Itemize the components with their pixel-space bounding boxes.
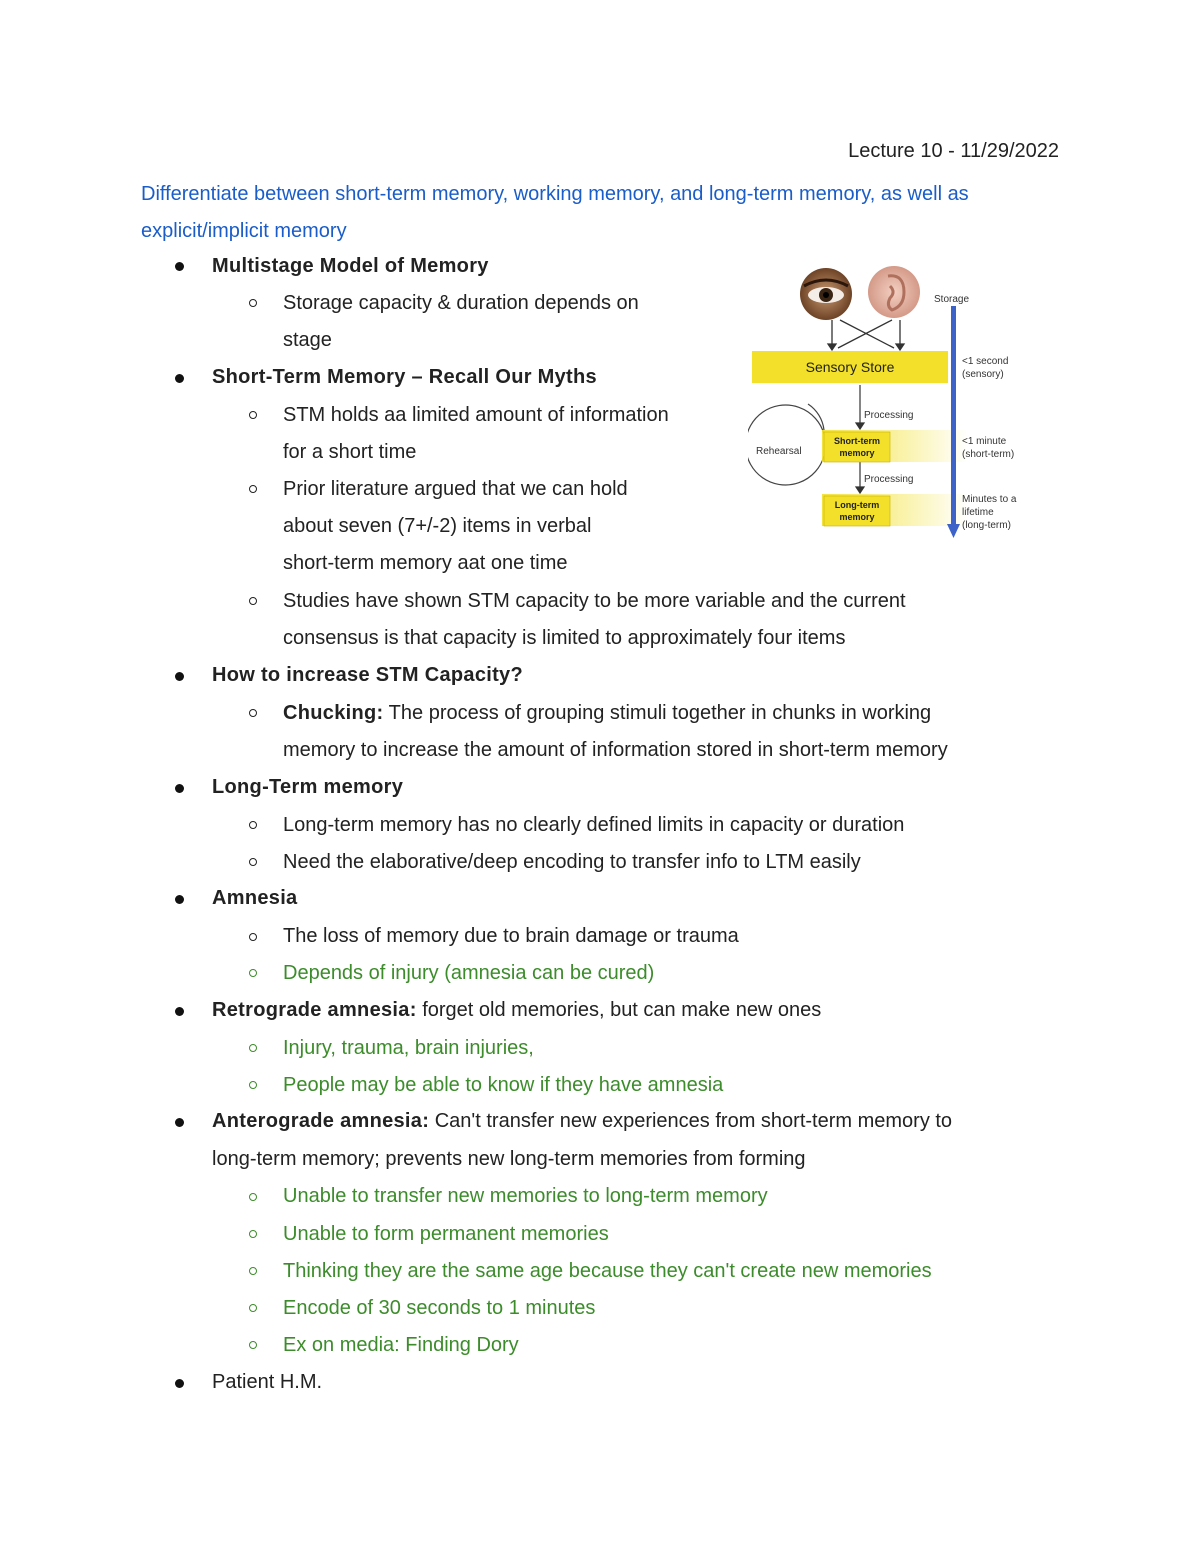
heading-increase-stm: How to increase STM Capacity?	[212, 664, 523, 686]
sub-bullet-icon	[249, 933, 257, 941]
bullet-icon	[175, 374, 184, 383]
storage-label: Storage	[934, 294, 970, 305]
note-line-green: Unable to transfer new memories to long-term memory	[283, 1185, 768, 1207]
sub-bullet-icon	[249, 1230, 257, 1238]
duration-ltm: (long-term)	[962, 520, 1011, 531]
sub-bullet-icon	[249, 485, 257, 493]
rehearsal-label: Rehearsal	[756, 446, 802, 457]
note-line-green: Injury, trauma, brain injuries,	[283, 1037, 534, 1059]
sensory-store-label: Sensory Store	[805, 359, 895, 375]
sub-bullet-icon	[249, 1304, 257, 1312]
duration-ltm: Minutes to a	[962, 494, 1017, 505]
note-line: stage	[283, 329, 332, 351]
storage-arrowhead	[947, 524, 960, 538]
sub-bullet-icon	[249, 709, 257, 717]
bullet-icon	[175, 672, 184, 681]
processing-label: Processing	[864, 410, 914, 421]
note-line-green: People may be able to know if they have amnesia	[283, 1074, 724, 1096]
sub-bullet-icon	[249, 969, 257, 977]
sub-bullet-icon	[249, 1193, 257, 1201]
sub-bullet-icon	[249, 1081, 257, 1089]
heading-ltm: Long-Term memory	[212, 776, 404, 798]
bullet-icon	[175, 1118, 184, 1127]
duration-stm: <1 minute	[962, 436, 1007, 447]
note-line: The loss of memory due to brain damage or trauma	[283, 925, 739, 947]
stm-label-1: Short-term	[833, 436, 881, 446]
note-line: short-term memory aat one time	[283, 552, 568, 574]
duration-sensory: (sensory)	[962, 369, 1004, 380]
lecture-title: Lecture 10 - 11/29/2022	[848, 140, 1059, 162]
note-line-green: Unable to form permanent memories	[283, 1223, 609, 1245]
ltm-label-1: Long-term	[834, 500, 880, 510]
note-line-green: Encode of 30 seconds to 1 minutes	[283, 1297, 596, 1319]
sub-bullet-icon	[249, 1267, 257, 1275]
note-line: Storage capacity & duration depends on	[283, 292, 639, 314]
sub-bullet-icon	[249, 597, 257, 605]
note-line-green: Ex on media: Finding Dory	[283, 1334, 519, 1356]
note-line: Need the elaborative/deep encoding to transfer info to LTM easily	[283, 851, 861, 873]
learning-objective: Differentiate between short-term memory, working memory, and long-term memory, as well as explicit/implicit memory	[141, 183, 969, 242]
rehearsal-loop-top	[808, 404, 824, 430]
note-line: about seven (7+/-2) items in verbal	[283, 515, 592, 537]
sub-bullet-icon	[249, 299, 257, 307]
duration-ltm: lifetime	[962, 507, 994, 518]
bullet-icon	[175, 895, 184, 904]
rehearsal-loop	[748, 405, 824, 485]
processing-label: Processing	[864, 474, 914, 485]
bullet-icon	[175, 784, 184, 793]
heading-stm: Short-Term Memory – Recall Our Myths	[212, 366, 597, 388]
ltm-label-2: memory	[839, 512, 875, 522]
note-line: Chucking: The process of grouping stimuli together in chunks in working	[283, 702, 932, 724]
note-line: long-term memory; prevents new long-term memories from forming	[212, 1148, 806, 1170]
note-line: memory to increase the amount of information stored in short-term memory	[283, 739, 948, 761]
note-line: for a short time	[283, 441, 417, 463]
sub-bullet-icon	[249, 1044, 257, 1052]
heading-multistage: Multistage Model of Memory	[212, 255, 489, 277]
storage-arrow	[951, 306, 956, 526]
note-line: Prior literature argued that we can hold	[283, 478, 628, 500]
sub-bullet-icon	[249, 411, 257, 419]
heading-amnesia: Amnesia	[212, 887, 298, 909]
input-arrows	[828, 320, 904, 350]
note-line: Patient H.M.	[212, 1371, 323, 1393]
duration-sensory: <1 second	[962, 356, 1009, 367]
stm-label-2: memory	[839, 448, 875, 458]
note-line: STM holds aa limited amount of information	[283, 404, 669, 426]
memory-model-diagram	[748, 258, 1048, 548]
note-line: Studies have shown STM capacity to be more variable and the current	[283, 590, 906, 612]
sub-bullet-icon	[249, 821, 257, 829]
note-line: consensus is that capacity is limited to approximately four items	[283, 627, 846, 649]
bullet-icon	[175, 1007, 184, 1016]
sub-bullet-icon	[249, 1341, 257, 1349]
duration-stm: (short-term)	[962, 449, 1015, 460]
bullet-icon	[175, 262, 184, 271]
note-line: Long-term memory has no clearly defined limits in capacity or duration	[283, 814, 905, 836]
heading-anterograde: Anterograde amnesia: Can't transfer new experiences from short-term memory to	[212, 1110, 953, 1132]
sub-bullet-icon	[249, 858, 257, 866]
bullet-icon	[175, 1379, 184, 1388]
note-line-green: Thinking they are the same age because they can't create new memories	[283, 1260, 932, 1282]
ear-icon	[868, 266, 920, 318]
eye-icon	[800, 268, 852, 320]
heading-retrograde: Retrograde amnesia: forget old memories, but can make new ones	[212, 999, 822, 1021]
note-line-green: Depends of injury (amnesia can be cured)	[283, 962, 655, 984]
